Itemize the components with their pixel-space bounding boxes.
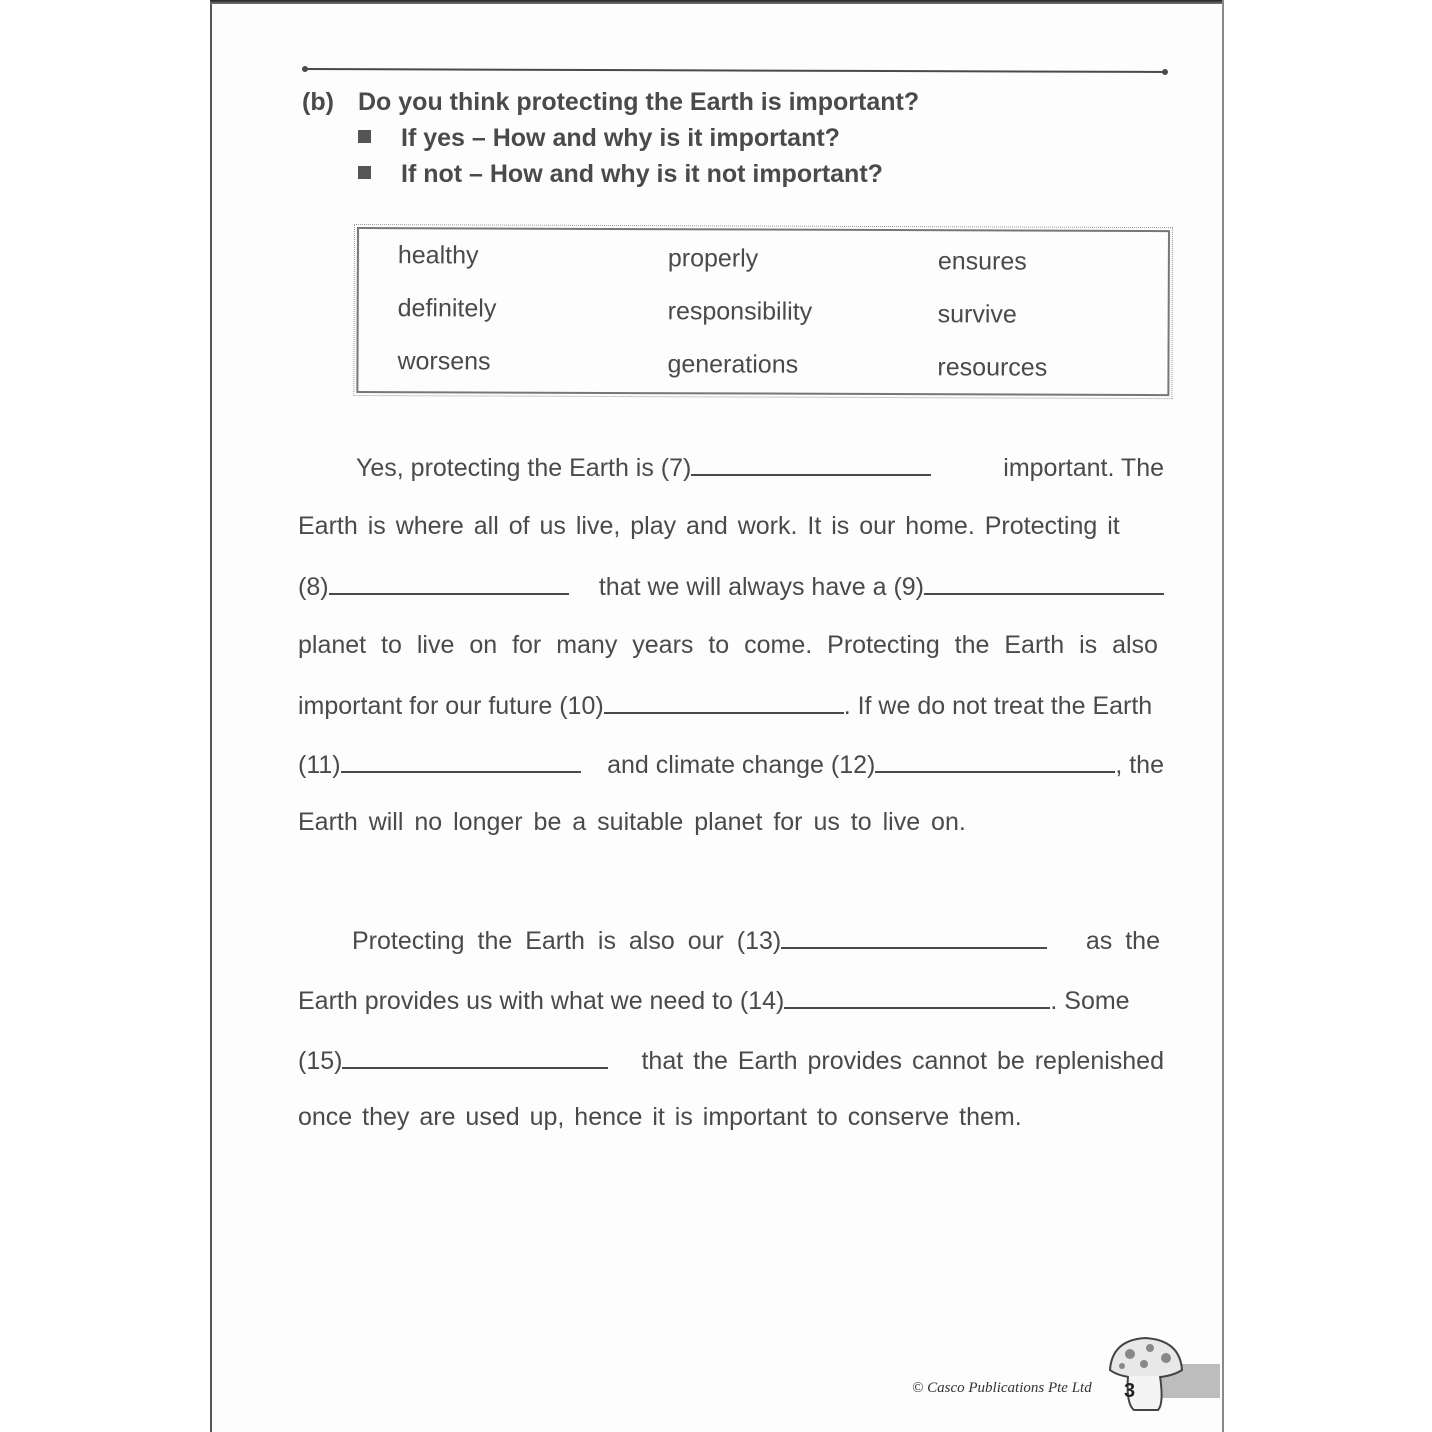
blank-8[interactable] xyxy=(329,571,569,595)
question-text: Do you think protecting the Earth is important? xyxy=(358,88,920,116)
paragraph1-line3 xyxy=(298,571,1164,602)
paragraph1-line1 xyxy=(298,452,1164,483)
text-run: that the Earth provides cannot be replenished xyxy=(641,1047,1164,1075)
text-run: as the xyxy=(1085,927,1160,955)
word-bank-item: resources xyxy=(937,353,1048,382)
text-run: . Some xyxy=(1050,987,1130,1015)
text-run: (15) xyxy=(298,1047,343,1075)
bullet-if-not xyxy=(358,160,883,189)
word-bank-box xyxy=(356,227,1170,396)
square-bullet-icon xyxy=(358,166,371,179)
bullet-text: If not – How and why is it not important? xyxy=(401,160,883,188)
text-run: important for our future (10) xyxy=(298,692,604,720)
text-run: Earth provides us with what we need to (14) xyxy=(298,987,785,1015)
blank-13[interactable] xyxy=(781,925,1047,949)
paragraph2-line4 xyxy=(298,1103,1164,1132)
text-run: and climate change (12) xyxy=(607,751,876,779)
text-run: (8) xyxy=(298,573,329,601)
word-bank-item: generations xyxy=(667,350,799,379)
paragraph2-line2 xyxy=(298,985,1164,1016)
paragraph1-line5 xyxy=(298,690,1164,721)
blank-9[interactable] xyxy=(924,571,1164,595)
text-run: planet to live on for many years to come. Protecting the Earth is also xyxy=(298,631,1158,659)
blank-11[interactable] xyxy=(341,749,581,773)
page-number: 3 xyxy=(1124,1380,1136,1402)
paragraph2-line1 xyxy=(298,925,1160,956)
page-top-edge xyxy=(210,0,1222,4)
paragraph2-line3 xyxy=(298,1045,1164,1076)
text-run: Yes, protecting the Earth is (7) xyxy=(356,454,692,482)
text-run: , the xyxy=(1115,751,1164,779)
text-run: Protecting the Earth is also our (13) xyxy=(352,927,782,955)
copyright-notice: © Casco Publications Pte Ltd xyxy=(912,1380,1092,1396)
word-bank-item: definitely xyxy=(397,294,497,323)
word-bank-item: survive xyxy=(937,300,1017,329)
word-bank-item: properly xyxy=(667,244,759,273)
text-run: important. The xyxy=(1003,454,1164,482)
blank-15[interactable] xyxy=(342,1045,608,1069)
question-label: (b) xyxy=(302,88,334,116)
text-run: once they are used up, hence it is important to conserve them. xyxy=(298,1103,1022,1131)
text-run: (11) xyxy=(298,751,341,779)
paragraph1-line2 xyxy=(298,512,1164,541)
text-run: Earth is where all of us live, play and work. It is our home. Protecting it xyxy=(298,512,1120,540)
blank-10[interactable] xyxy=(604,690,844,714)
word-bank-item: worsens xyxy=(397,347,491,376)
paragraph1-line6 xyxy=(298,749,1164,780)
square-bullet-icon xyxy=(358,130,371,143)
text-run: that we will always have a (9) xyxy=(598,573,924,601)
text-run: Earth will no longer be a suitable planet for us to live on. xyxy=(298,808,966,836)
blank-14[interactable] xyxy=(784,985,1050,1009)
word-bank-item: healthy xyxy=(397,241,479,270)
paragraph1-line7 xyxy=(298,808,1164,837)
bullet-text: If yes – How and why is it important? xyxy=(401,124,840,152)
blank-7[interactable] xyxy=(691,452,931,476)
mushroom-icon xyxy=(1100,1330,1190,1414)
word-bank-item: ensures xyxy=(937,247,1027,276)
text-run: . If we do not treat the Earth xyxy=(843,692,1153,720)
word-bank-item: responsibility xyxy=(667,297,813,326)
paragraph1-line4 xyxy=(298,631,1164,660)
blank-12[interactable] xyxy=(875,749,1115,773)
bullet-if-yes xyxy=(358,124,840,153)
